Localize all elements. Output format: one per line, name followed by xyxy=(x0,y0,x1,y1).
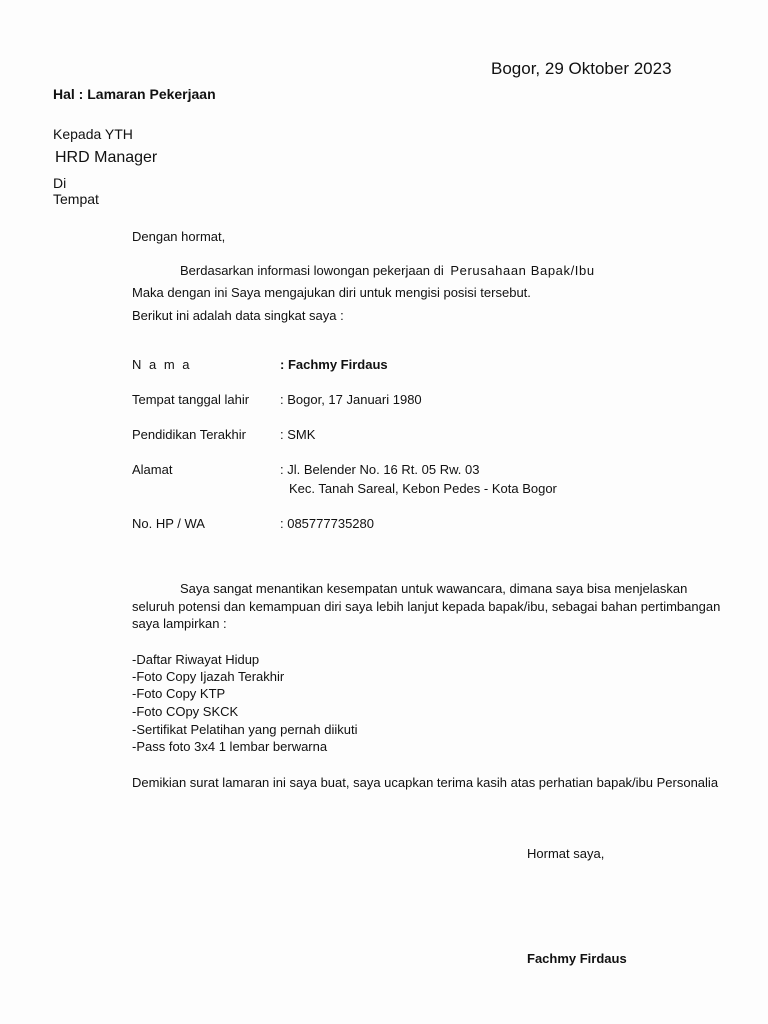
attachment-item: -Foto Copy Ijazah Terakhir xyxy=(132,669,285,684)
attachment-item: -Daftar Riwayat Hidup xyxy=(132,652,260,667)
body-line-2: seluruh potensi dan kemampuan diri saya lebih lanjut kepada bapak/ibu, sebagai bahan pertimbangan xyxy=(132,599,721,614)
recipient-line-1: Kepada YTH xyxy=(53,126,133,142)
row-value-ttl: : Bogor, 17 Januari 1980 xyxy=(280,392,422,407)
body-line-3: saya lampirkan : xyxy=(132,616,227,631)
body-line-1: Saya sangat menantikan kesempatan untuk wawancara, dimana saya bisa menjelaskan xyxy=(180,581,688,596)
intro-line-1 xyxy=(180,263,595,278)
row-value-pendidikan: : SMK xyxy=(280,427,316,442)
intro-company: Perusahaan Bapak/Ibu xyxy=(450,263,595,278)
subject-line: Hal : Lamaran Pekerjaan xyxy=(53,86,216,102)
row-value-nama: : Fachmy Firdaus xyxy=(280,357,388,372)
intro-line-3: Berikut ini adalah data singkat saya : xyxy=(132,308,344,323)
intro-text: Berdasarkan informasi lowongan pekerjaan di xyxy=(180,263,444,278)
attachment-item: -Foto COpy SKCK xyxy=(132,704,239,719)
row-value-alamat: : Jl. Belender No. 16 Rt. 05 Rw. 03 xyxy=(280,462,480,477)
attachment-item: -Foto Copy KTP xyxy=(132,686,226,701)
place-date: Bogor, 29 Oktober 2023 xyxy=(491,59,672,78)
attachment-item: -Pass foto 3x4 1 lembar berwarna xyxy=(132,739,328,754)
row-label-ttl: Tempat tanggal lahir xyxy=(132,392,250,407)
signature-name: Fachmy Firdaus xyxy=(527,951,627,966)
attachment-item: -Sertifikat Pelatihan yang pernah diikuti xyxy=(132,722,358,737)
row-label-pendidikan: Pendidikan Terakhir xyxy=(132,427,246,442)
closing-paragraph: Demikian surat lamaran ini saya buat, saya ucapkan terima kasih atas perhatian bapak/ibu Personalia xyxy=(132,775,719,790)
sign-off: Hormat saya, xyxy=(527,846,605,861)
row-value-alamat-2: Kec. Tanah Sareal, Kebon Pedes - Kota Bogor xyxy=(289,481,557,496)
salutation: Dengan hormat, xyxy=(132,229,226,244)
recipient-line-2: HRD Manager xyxy=(55,149,158,166)
row-label-alamat: Alamat xyxy=(132,462,173,477)
recipient-line-4: Tempat xyxy=(53,191,99,207)
recipient-line-3: Di xyxy=(53,175,67,191)
intro-line-2: Maka dengan ini Saya mengajukan diri untuk mengisi posisi tersebut. xyxy=(132,285,531,300)
row-value-hp: : 085777735280 xyxy=(280,516,374,531)
row-label-hp: No. HP / WA xyxy=(132,516,205,531)
row-label-nama: N a m a xyxy=(132,357,192,372)
